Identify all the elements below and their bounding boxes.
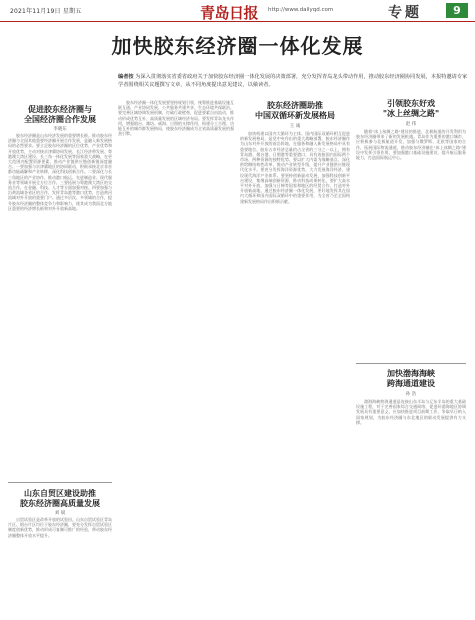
article-body-ftz — [8, 517, 112, 617]
article-byline: 王 诚 — [289, 124, 301, 129]
editor-note-label: 编者按 — [118, 74, 134, 80]
article-body-bohai-tunnel — [356, 399, 466, 615]
article-byline: 刘 斌 — [54, 511, 66, 516]
masthead — [0, 0, 475, 22]
website-url[interactable]: http://www.dailyqd.com — [268, 7, 334, 13]
editor-note — [118, 74, 468, 89]
section-label: 专题 — [388, 5, 422, 21]
article-paragraph: 加快构建以国内大循环为主体、国内国际双循环相互促进的新发展格局，是党中央作出的重大战略部署。胶东经济圈作为山东对外开放的前沿阵地，在服务和融入新发展格局中具有重要地位。胶东五市经济总量约占全省的三分之一以上，拥有青岛港、烟台港、日照港等重要港口，具有连接国内国际两个市场、两种资源的独特优势。要以扩大内需为战略基点，深化供给侧结构性改革，推动产业转型升级，提升产业链供应链现代化水平。要充分发挥海洋资源优势，大力发展海洋经济，建设现代海洋产业体系。要坚持创新驱动发展，加强科技创新平台建设，集聚高端创新资源，推动科技成果转化。要扩大高水平对外开放，加强与日韩等国家和地区的经贸合作，打造对外开放新高地。通过胶东经济圈一体化发展，更好地发挥其在国内大循环和国内国际双循环中的重要作用，为全省乃至全国构建新发展格局作出积极贡献。 — [240, 131, 350, 204]
article-title-line: "冰上丝绸之路" — [382, 108, 440, 118]
article-title-line: 引领胶东好戏 — [387, 98, 435, 108]
article-title-line: 山东自贸区建设助推 — [24, 488, 96, 498]
article-title-line: 加快渤海海峡 — [387, 368, 435, 378]
article-byline: 孙 浩 — [405, 392, 417, 397]
editor-note-text: 为深入贯彻落实省委省政府关于加快胶东经济圈一体化发展的决策部署，充分发挥青岛龙头带动作用，推动胶东经济圈协同发展，本报特邀请专家学者围绕相关议题撰写文章，从不同角度提出意见建议，以飨读者。 — [118, 74, 468, 88]
article-title-cooperation — [8, 104, 112, 124]
newspaper-logo: 青岛日报 — [200, 4, 259, 22]
article-title-line: 促进胶东经济圈与 — [28, 104, 92, 114]
article-body-cooperation — [8, 133, 112, 478]
article-title-line: 中国双循环新发展格局 — [255, 110, 335, 120]
article-paragraph: 自贸试验区是改革开放的试验田。山东自贸试验区青岛片区、烟台片区均位于胶东经济圈，要充分发挥自贸试验区制度创新优势，推动形成可复制可推广的经验，带动胶东经济圈整体开放水平提升。 — [8, 517, 112, 538]
article-body-dual-circulation — [240, 131, 350, 615]
page-headline: 加快胶东经济圈一体化发展 — [111, 34, 364, 58]
article-title-line: 胶东经济圈助推 — [267, 100, 323, 110]
article-title-line: 胶东经济圈高质量发展 — [20, 498, 100, 508]
article-body-ice-silk-road — [356, 129, 466, 359]
article-byline: 赵 伟 — [405, 122, 417, 127]
page-number-badge: 9 — [446, 3, 468, 18]
article-title-ice-silk-road — [356, 98, 466, 118]
article-paragraph: 渤海海峡跨海通道是连接山东半岛与辽东半岛的重大基础设施工程，对于完善国家综合交通网络、促进环渤海地区协调发展具有重要意义。应加快推进项目前期工作，争取早日纳入国家规划，为胶东经济圈与东北地区的联动发展提供有力支撑。 — [356, 399, 466, 425]
column-divider — [356, 363, 466, 364]
article-title-ftz — [8, 488, 112, 508]
article-paragraph: 随着"冰上丝绸之路"建设的推进，北极航道的开发利用为胶东经济圈带来了新的发展机遇。青岛作为重要的港口城市，应积极参与北极航道开发，加强与俄罗斯、北欧等国家的合作，拓展国际物流通道，推动胶东经济圈在"冰上丝绸之路"建设中发挥引领作用。要加强港口基础设施建设，提升航运服务能力，打造国际航运中心。 — [356, 129, 466, 161]
article-paragraph: 胶东经济圈一体化发展要坚持规划引领，统筹推进基础设施互联互通、产业协同发展、公共服务共建共享、生态环境共保联治。要完善区域协调发展机制，打破行政壁垒，促进要素自由流动，推动形成优势互补、高质量发展的区域经济布局。要发挥青岛龙头作用，增强烟台、潍坊、威海、日照的支撑作用，构建分工合理、功能互补的城市群发展格局，使胶东经济圈成为全省高质量发展的强劲引擎。 — [118, 100, 234, 137]
article-title-line: 跨海通道建设 — [387, 378, 435, 388]
article-paragraph: 胶东经济圈是山东经济发展的重要增长极。推动胶东经济圈与全国其他重要经济圈开展合作发展，是融入新发展格局的必然要求。要立足胶东经济圈的区位优势、产业优势和开放优势，主动对接京津冀协同发展、长江经济带发展、粤港澳大湾区建设、长三角一体化发展等国家重大战略，在更大范围内配置资源要素，推动产业链供应链创新链深度融合。一要加强与京津冀地区的协同联动，积极承接北京非首都功能疏解和产业转移，深化科技创新合作。二要深化与长三角地区的产业协作，推动港口航运、先进制造业、现代服务业等领域开展全方位合作。三要拓展与粤港澳大湾区的交流合作，在金融、科技、人才等方面加强对接。四要加强与沿黄流域各省区的合作，发挥青岛港等港口优势，打造黄河流域对外开放的重要门户。通过多层次、多领域的合作，提升胶东经济圈的整体竞争力和影响力，使其成为我国北方地区重要的经济增长极和对外开放新高地。 — [8, 133, 112, 211]
column-divider — [8, 482, 112, 483]
article-title-line: 全国经济圈合作发展 — [24, 114, 96, 124]
issue-date: 2021年11月19日 星期五 — [10, 8, 82, 15]
article-title-bohai-tunnel — [356, 368, 466, 388]
article-byline: 李晓东 — [53, 127, 67, 132]
article-body-column-2 — [118, 100, 234, 615]
article-title-dual-circulation — [240, 100, 350, 120]
